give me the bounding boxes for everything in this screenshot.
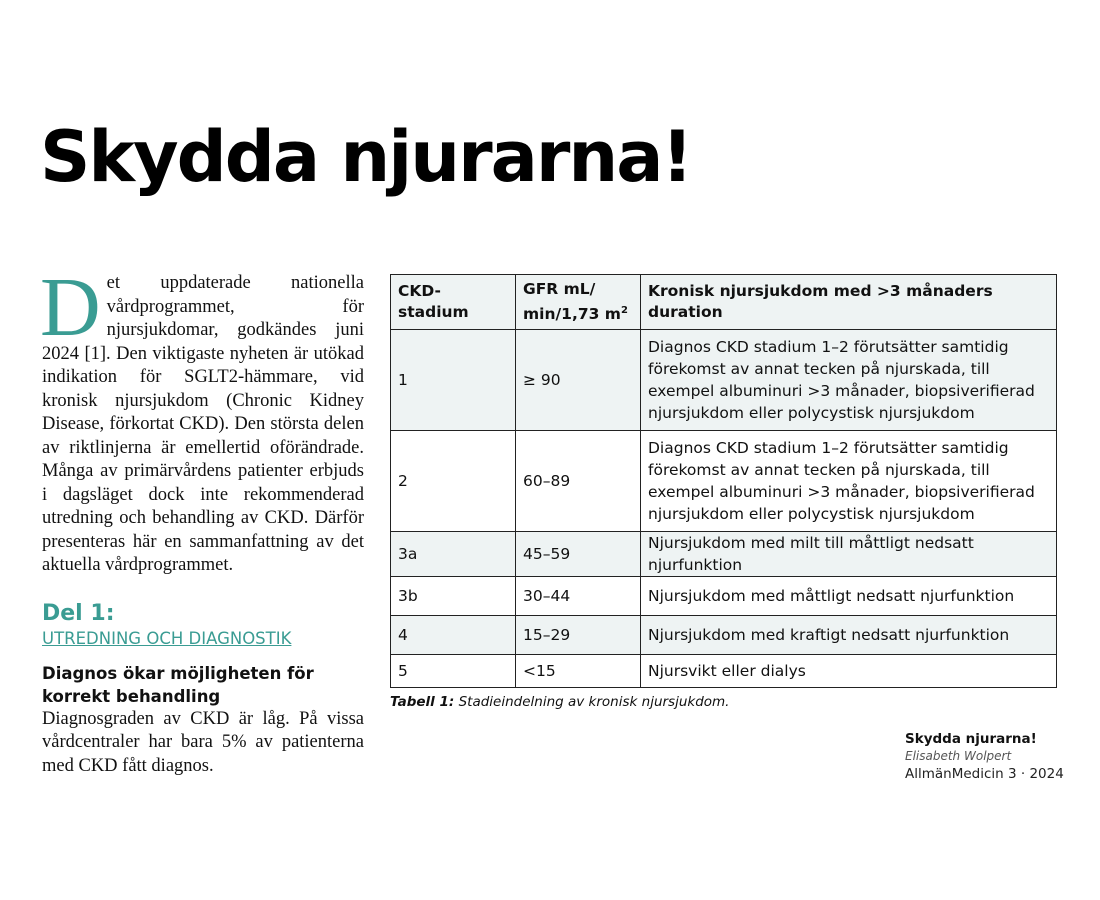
header-gfr-line1: GFR mL/	[523, 279, 596, 298]
ckd-stage-table	[390, 274, 1057, 688]
cell-stage: 3a	[391, 532, 516, 577]
table-row	[391, 532, 1057, 577]
table-row	[391, 616, 1057, 655]
section-number: Del 1:	[42, 600, 115, 626]
header-ckd-stage: CKD-stadium	[391, 275, 516, 330]
article-body	[40, 261, 364, 778]
section-title-link[interactable]: UTREDNING OCH DIAGNOSTIK	[42, 628, 292, 648]
cell-gfr: 15–29	[516, 616, 641, 655]
table-row	[391, 431, 1057, 532]
header-gfr-line2: min/1,73 m	[523, 305, 621, 324]
cell-description: Njursjukdom med milt till måttligt nedsatt njurfunktion	[641, 532, 1057, 577]
cell-stage: 4	[391, 616, 516, 655]
header-description: Kronisk njursjukdom med >3 månaders duration	[641, 275, 1057, 330]
cell-description: Njursjukdom med måttligt nedsatt njurfunktion	[641, 577, 1057, 616]
drop-cap: D	[40, 261, 101, 354]
cell-stage: 2	[391, 431, 516, 532]
cell-description: Njursjukdom med kraftigt nedsatt njurfunktion	[641, 616, 1057, 655]
cell-gfr: 60–89	[516, 431, 641, 532]
cell-description: Diagnos CKD stadium 1–2 förutsätter samtidig förekomst av annat tecken på njurskada, till exempel albuminuri >3 månader, biopsiverifierad njursjukdom eller polycystisk njursjukdom	[641, 431, 1057, 532]
cell-description: Diagnos CKD stadium 1–2 förutsätter samtidig förekomst av annat tecken på njurskada, till exempel albuminuri >3 månader, biopsiverifierad njursjukdom eller polycystisk njursjukdom	[641, 330, 1057, 431]
cell-gfr: <15	[516, 655, 641, 688]
credit-author: Elisabeth Wolpert	[905, 749, 1012, 763]
subheading: Diagnos ökar möjligheten för korrekt behandling	[42, 663, 314, 706]
cell-stage: 3b	[391, 577, 516, 616]
table-header-row	[391, 275, 1057, 330]
intro-paragraph	[40, 261, 364, 578]
caption-label: Tabell 1:	[390, 694, 455, 710]
credit-publication: AllmänMedicin 3 · 2024	[905, 766, 1064, 782]
credit-title: Skydda njurarna!	[905, 731, 1037, 747]
table-row	[391, 330, 1057, 431]
article-credit	[905, 730, 1064, 784]
cell-gfr: ≥ 90	[516, 330, 641, 431]
cell-description: Njursvikt eller dialys	[641, 655, 1057, 688]
header-gfr-superscript: 2	[620, 304, 628, 316]
table-row	[391, 577, 1057, 616]
table-row	[391, 655, 1057, 688]
cell-stage: 5	[391, 655, 516, 688]
cell-gfr: 30–44	[516, 577, 641, 616]
article-title: Skydda njurarna!	[40, 116, 692, 198]
table-caption	[390, 694, 729, 710]
cell-stage: 1	[391, 330, 516, 431]
caption-text: Stadieindelning av kronisk njursjukdom.	[454, 694, 730, 710]
header-gfr	[516, 275, 641, 330]
body-paragraph: Diagnosgraden av CKD är låg. På vissa vårdcentraler har bara 5% av patienterna med CKD fått diagnos.	[42, 708, 364, 776]
cell-gfr: 45–59	[516, 532, 641, 577]
intro-text: et uppdaterade nationella vårdprogrammet, för njursjukdomar, godkändes juni 2024 [1]. Den viktigaste nyheten är utökad indikation för SGLT2-hämmare, vid kronisk njursjukdom (Chronic Kidney Disease, förkortat CKD). Den största delen av riktlinjerna är emellertid oförändrade. Många av primärvårdens patienter erbjuds i dagsläget dock inte rekommenderad utredning och behandling av CKD. Därför presenteras här en sammanfattning av det aktuella vårdprogrammet.	[42, 273, 364, 575]
